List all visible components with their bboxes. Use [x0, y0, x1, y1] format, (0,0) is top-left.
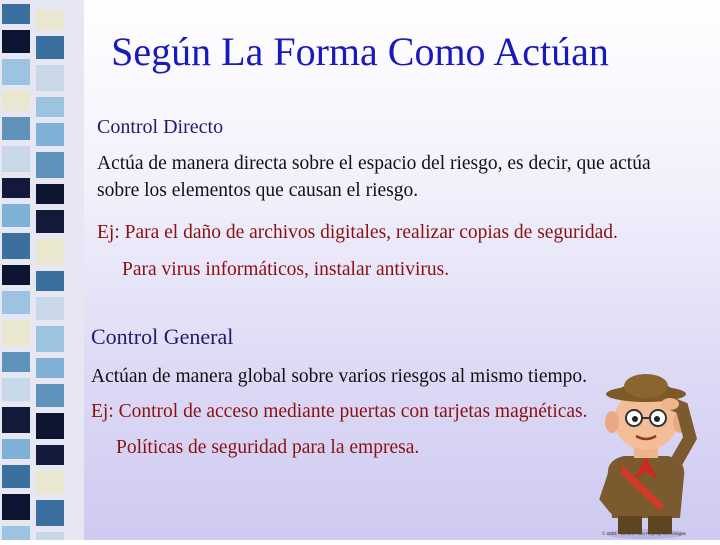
slide-title: Según La Forma Como Actúan	[111, 29, 609, 74]
pattern-square	[2, 233, 30, 259]
description-line: Actúan de manera global sobre varios riesgos al mismo tiempo.	[91, 366, 588, 387]
pattern-square	[2, 320, 30, 346]
pattern-square	[2, 204, 30, 227]
pattern-square	[36, 97, 64, 117]
pattern-square	[2, 526, 30, 540]
pattern-square	[36, 152, 64, 178]
pattern-square	[36, 210, 64, 233]
pattern-square	[36, 471, 64, 494]
pattern-square	[2, 352, 30, 372]
example-line: Ej: Para el daño de archivos digitales, realizar copias de seguridad.	[97, 222, 618, 243]
pattern-square	[2, 4, 30, 24]
pattern-square	[2, 465, 30, 488]
pattern-square	[2, 178, 30, 198]
image-copyright: © 2004 - LifeartPhoto Royalty free images	[602, 531, 686, 536]
pattern-square	[36, 184, 64, 204]
pattern-square	[2, 291, 30, 314]
pattern-square	[36, 500, 64, 526]
pattern-square	[36, 326, 64, 352]
pattern-square	[2, 265, 30, 285]
decorative-left-strip	[0, 0, 84, 540]
pattern-square	[2, 378, 30, 401]
square-pattern-decoration	[0, 0, 84, 540]
example-line: Ej: Control de acceso mediante puertas con tarjetas magnéticas.	[91, 401, 588, 422]
example-line: Para virus informáticos, instalar antivirus.	[122, 259, 450, 280]
pattern-square	[2, 439, 30, 459]
description-line: Actúa de manera directa sobre el espacio del riesgo, es decir, que actúa	[97, 153, 651, 174]
pattern-square	[36, 239, 64, 265]
pattern-square	[36, 358, 64, 378]
pattern-square	[2, 494, 30, 520]
pattern-square	[2, 91, 30, 111]
pattern-square	[2, 407, 30, 433]
section-heading-control-directo: Control Directo	[97, 116, 224, 138]
pattern-square	[36, 384, 64, 407]
pattern-square	[36, 271, 64, 291]
pattern-square	[36, 123, 64, 146]
pattern-square	[36, 413, 64, 439]
pattern-square	[2, 117, 30, 140]
pattern-square	[36, 10, 64, 30]
pattern-square	[36, 297, 64, 320]
section-heading-control-general: Control General	[91, 324, 234, 349]
example-line: Políticas de seguridad para la empresa.	[116, 437, 420, 458]
description-line: sobre los elementos que causan el riesgo.	[97, 180, 419, 201]
pattern-square	[36, 532, 64, 540]
pattern-square	[36, 445, 64, 465]
saluting-scout-cartoon-icon	[586, 368, 720, 540]
pattern-square	[2, 146, 30, 172]
